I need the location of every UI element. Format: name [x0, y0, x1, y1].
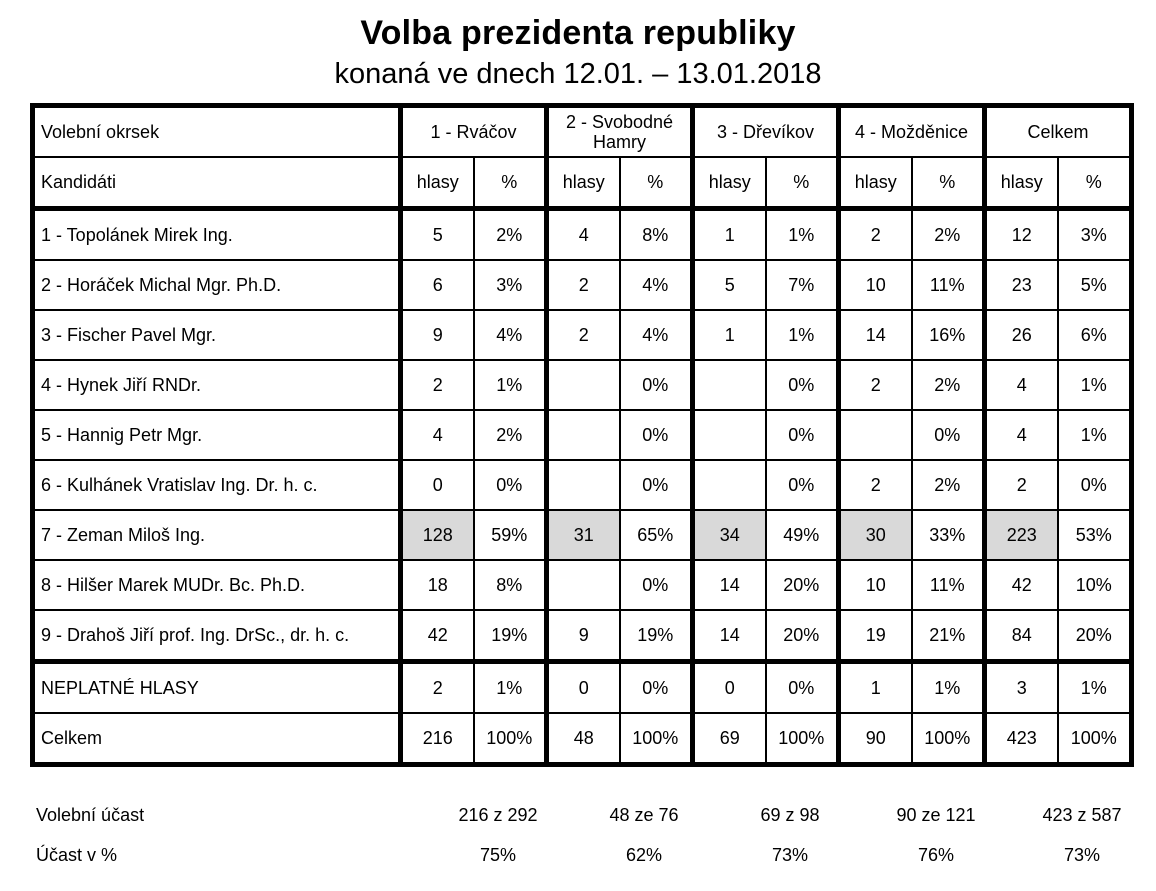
percent-cell: 4%	[474, 310, 547, 360]
pct-header: %	[474, 157, 547, 209]
votes-header: hlasy	[693, 157, 766, 209]
district-header-total: Celkem	[985, 106, 1132, 158]
votes-cell	[693, 460, 766, 510]
header-row-districts	[33, 106, 1132, 158]
votes-cell: 2	[839, 209, 912, 261]
percent-cell: 1%	[1058, 360, 1132, 410]
votes-cell: 4	[985, 360, 1058, 410]
votes-cell: 4	[401, 410, 474, 460]
votes-cell	[547, 460, 620, 510]
percent-cell: 0%	[766, 360, 839, 410]
district-header-3: 3 - Dřevíkov	[693, 106, 839, 158]
row-label: 6 - Kulhánek Vratislav Ing. Dr. h. c.	[33, 460, 401, 510]
candidate-row	[33, 560, 1132, 610]
votes-cell: 14	[839, 310, 912, 360]
percent-cell: 33%	[912, 510, 985, 560]
votes-cell: 9	[547, 610, 620, 662]
district-header-1: 1 - Rváčov	[401, 106, 547, 158]
percent-cell: 0%	[620, 662, 693, 714]
percent-cell: 65%	[620, 510, 693, 560]
votes-cell: 128	[401, 510, 474, 560]
percent-cell: 100%	[620, 713, 693, 765]
row-label: 1 - Topolánek Mirek Ing.	[33, 209, 401, 261]
percent-cell: 1%	[474, 662, 547, 714]
percent-cell: 4%	[620, 260, 693, 310]
percent-cell: 3%	[474, 260, 547, 310]
votes-cell: 223	[985, 510, 1058, 560]
percent-cell: 100%	[1058, 713, 1132, 765]
votes-cell: 3	[985, 662, 1058, 714]
percent-cell: 11%	[912, 560, 985, 610]
votes-cell: 5	[401, 209, 474, 261]
votes-cell: 2	[839, 360, 912, 410]
votes-cell: 19	[839, 610, 912, 662]
percent-cell: 8%	[474, 560, 547, 610]
percent-cell: 16%	[912, 310, 985, 360]
votes-cell: 10	[839, 260, 912, 310]
votes-cell: 2	[547, 260, 620, 310]
votes-cell	[839, 410, 912, 460]
percent-cell: 21%	[912, 610, 985, 662]
votes-cell: 6	[401, 260, 474, 310]
votes-header: hlasy	[839, 157, 912, 209]
votes-cell: 14	[693, 560, 766, 610]
votes-cell: 69	[693, 713, 766, 765]
percent-cell: 1%	[766, 310, 839, 360]
district-header-2: 2 - Svobodné Hamry	[547, 106, 693, 158]
pct-header: %	[766, 157, 839, 209]
votes-cell: 26	[985, 310, 1058, 360]
percent-cell: 10%	[1058, 560, 1132, 610]
percent-cell: 0%	[474, 460, 547, 510]
turnout-pct-2: 62%	[625, 845, 663, 865]
row-label: 3 - Fischer Pavel Mgr.	[33, 310, 401, 360]
percent-cell: 49%	[766, 510, 839, 560]
turnout-pct-3: 73%	[771, 845, 809, 865]
district-header-4: 4 - Možděnice	[839, 106, 985, 158]
header-row-columns	[33, 157, 1132, 209]
votes-cell: 12	[985, 209, 1058, 261]
percent-cell: 0%	[620, 460, 693, 510]
turnout-pct-total: 73%	[1063, 845, 1101, 865]
district-header-label: Volební okrsek	[33, 106, 401, 158]
votes-cell: 1	[693, 209, 766, 261]
percent-cell: 19%	[474, 610, 547, 662]
candidate-row	[33, 510, 1132, 560]
turnout-label: Volební účast	[36, 805, 145, 825]
pct-header: %	[912, 157, 985, 209]
percent-cell: 59%	[474, 510, 547, 560]
percent-cell: 0%	[620, 360, 693, 410]
votes-cell: 42	[985, 560, 1058, 610]
row-label: 5 - Hannig Petr Mgr.	[33, 410, 401, 460]
percent-cell: 2%	[474, 410, 547, 460]
candidate-row	[33, 310, 1132, 360]
votes-cell: 10	[839, 560, 912, 610]
percent-cell: 0%	[1058, 460, 1132, 510]
invalid-votes-row	[33, 662, 1132, 714]
candidates-header-label: Kandidáti	[33, 157, 401, 209]
votes-cell: 90	[839, 713, 912, 765]
percent-cell: 2%	[912, 209, 985, 261]
percent-cell: 0%	[620, 560, 693, 610]
candidate-row	[33, 460, 1132, 510]
candidate-row	[33, 360, 1132, 410]
votes-cell: 216	[401, 713, 474, 765]
percent-cell: 1%	[766, 209, 839, 261]
votes-header: hlasy	[401, 157, 474, 209]
percent-cell: 19%	[620, 610, 693, 662]
votes-cell: 18	[401, 560, 474, 610]
percent-cell: 8%	[620, 209, 693, 261]
turnout-pct-label: Účast v %	[36, 845, 118, 865]
votes-cell: 34	[693, 510, 766, 560]
votes-cell: 0	[547, 662, 620, 714]
votes-cell: 48	[547, 713, 620, 765]
candidate-row	[33, 410, 1132, 460]
percent-cell: 2%	[912, 360, 985, 410]
votes-cell: 9	[401, 310, 474, 360]
turnout-value-2: 48 ze 76	[609, 805, 679, 825]
votes-header: hlasy	[985, 157, 1058, 209]
percent-cell: 4%	[620, 310, 693, 360]
turnout-value-total: 423 z 587	[1042, 805, 1122, 825]
turnout-pct-4: 76%	[917, 845, 955, 865]
pct-header: %	[620, 157, 693, 209]
percent-cell: 11%	[912, 260, 985, 310]
percent-cell: 1%	[912, 662, 985, 714]
percent-cell: 1%	[474, 360, 547, 410]
percent-cell: 1%	[1058, 662, 1132, 714]
results-table	[30, 103, 1134, 767]
percent-cell: 0%	[766, 410, 839, 460]
votes-cell: 4	[985, 410, 1058, 460]
percent-cell: 0%	[766, 662, 839, 714]
row-label: NEPLATNÉ HLASY	[33, 662, 401, 714]
votes-cell: 4	[547, 209, 620, 261]
percent-cell: 0%	[620, 410, 693, 460]
votes-header: hlasy	[547, 157, 620, 209]
percent-cell: 100%	[766, 713, 839, 765]
turnout-value-4: 90 ze 121	[896, 805, 976, 825]
percent-cell: 5%	[1058, 260, 1132, 310]
votes-cell: 423	[985, 713, 1058, 765]
votes-cell	[693, 410, 766, 460]
row-label: 7 - Zeman Miloš Ing.	[33, 510, 401, 560]
candidate-row	[33, 610, 1132, 662]
votes-cell	[547, 360, 620, 410]
percent-cell: 3%	[1058, 209, 1132, 261]
percent-cell: 7%	[766, 260, 839, 310]
candidate-row	[33, 209, 1132, 261]
votes-cell	[547, 410, 620, 460]
votes-cell: 2	[547, 310, 620, 360]
page-title: Volba prezidenta republiky	[360, 14, 796, 52]
turnout-value-1: 216 z 292	[458, 805, 538, 825]
percent-cell: 6%	[1058, 310, 1132, 360]
percent-cell: 1%	[1058, 410, 1132, 460]
row-label: 8 - Hilšer Marek MUDr. Bc. Ph.D.	[33, 560, 401, 610]
votes-cell: 1	[693, 310, 766, 360]
percent-cell: 100%	[474, 713, 547, 765]
votes-cell	[693, 360, 766, 410]
percent-cell: 20%	[1058, 610, 1132, 662]
percent-cell: 20%	[766, 610, 839, 662]
votes-cell: 14	[693, 610, 766, 662]
page-subtitle: konaná ve dnech 12.01. – 13.01.2018	[334, 58, 822, 90]
votes-cell: 23	[985, 260, 1058, 310]
votes-cell: 1	[839, 662, 912, 714]
votes-cell: 84	[985, 610, 1058, 662]
row-label: 9 - Drahoš Jiří prof. Ing. DrSc., dr. h. c.	[33, 610, 401, 662]
votes-cell: 31	[547, 510, 620, 560]
turnout-pct-1: 75%	[479, 845, 517, 865]
votes-cell	[547, 560, 620, 610]
votes-cell: 0	[401, 460, 474, 510]
votes-cell: 2	[839, 460, 912, 510]
row-label: 4 - Hynek Jiří RNDr.	[33, 360, 401, 410]
total-row	[33, 713, 1132, 765]
votes-cell: 42	[401, 610, 474, 662]
votes-cell: 2	[985, 460, 1058, 510]
percent-cell: 2%	[474, 209, 547, 261]
percent-cell: 0%	[766, 460, 839, 510]
votes-cell: 0	[693, 662, 766, 714]
votes-cell: 2	[401, 662, 474, 714]
percent-cell: 100%	[912, 713, 985, 765]
votes-cell: 2	[401, 360, 474, 410]
row-label: 2 - Horáček Michal Mgr. Ph.D.	[33, 260, 401, 310]
percent-cell: 0%	[912, 410, 985, 460]
percent-cell: 2%	[912, 460, 985, 510]
pct-header: %	[1058, 157, 1132, 209]
votes-cell: 30	[839, 510, 912, 560]
row-label: Celkem	[33, 713, 401, 765]
candidate-row	[33, 260, 1132, 310]
percent-cell: 53%	[1058, 510, 1132, 560]
turnout-value-3: 69 z 98	[760, 805, 820, 825]
percent-cell: 20%	[766, 560, 839, 610]
votes-cell: 5	[693, 260, 766, 310]
